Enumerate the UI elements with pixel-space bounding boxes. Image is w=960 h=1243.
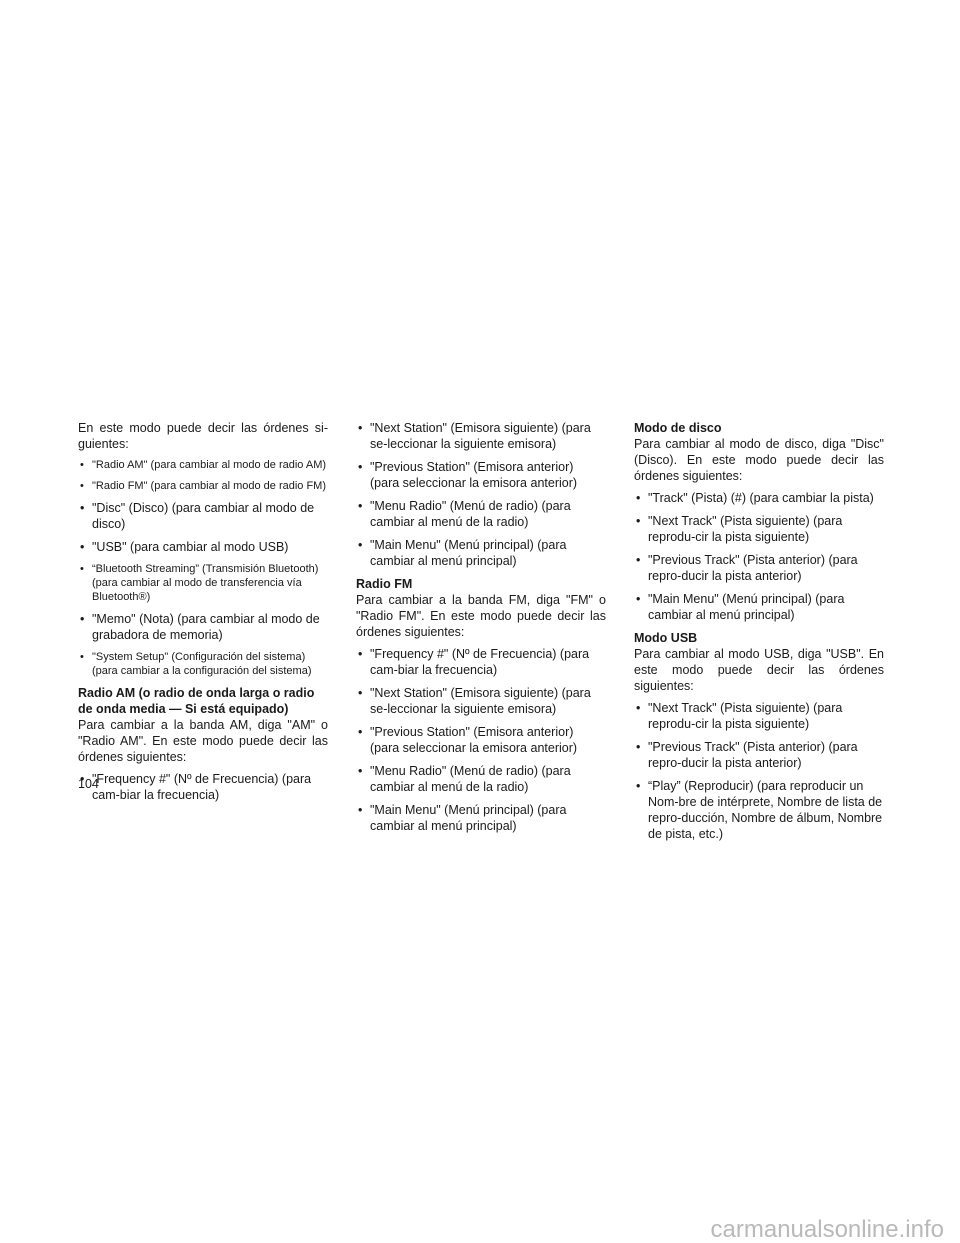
list-item: • "USB" (para cambiar al modo USB) [78,539,328,555]
list-item: • "Previous Station" (Emisora anterior) (para seleccionar la emisora anterior) [356,724,606,756]
list-item: • "Frequency #" (Nº de Frecuencia) (para cam-biar la frecuencia) [78,771,328,803]
list-item: • "Disc" (Disco) (para cambiar al modo de disco) [78,500,328,532]
am-paragraph: Para cambiar a la banda AM, diga "AM" o "Radio AM". En este modo puede decir las órdenes siguientes: [78,718,328,764]
mode-command-list [78,458,328,678]
list-item: • "Next Station" (Emisora siguiente) (para se-leccionar la siguiente emisora) [356,420,606,452]
list-item: • “Bluetooth Streaming” (Transmisión Bluetooth) (para cambiar al modo de transferencia vía Bluetooth®) [78,562,328,604]
list-item: • “Play” (Reproducir) (para reproducir un Nom-bre de intérprete, Nombre de lista de repro-ducción, Nombre de álbum, Nombre de pista, etc.) [634,778,884,842]
list-item: • "Frequency #" (Nº de Frecuencia) (para cam-biar la frecuencia) [356,646,606,678]
list-item: • "Previous Track" (Pista anterior) (para repro-ducir la pista anterior) [634,739,884,771]
list-item: • "Radio AM" (para cambiar al modo de radio AM) [78,458,328,472]
intro-paragraph: En este modo puede decir las órdenes si-guientes: [78,421,328,451]
column-right [634,420,884,849]
list-item: • "Next Station" (Emisora siguiente) (para se-leccionar la siguiente emisora) [356,685,606,717]
list-item: • "Track" (Pista) (#) (para cambiar la pista) [634,490,884,506]
usb-command-list [634,700,884,842]
am-command-list-continued [356,420,606,569]
fm-heading: Radio FM [356,577,413,591]
list-item: • "Main Menu" (Menú principal) (para cambiar al menú principal) [356,802,606,834]
list-item: • "Main Menu" (Menú principal) (para cambiar al menú principal) [356,537,606,569]
usb-paragraph: Para cambiar al modo USB, diga "USB". En este modo puede decir las órdenes siguientes: [634,647,884,693]
column-left [78,420,328,810]
list-item: • "Previous Track" (Pista anterior) (para repro-ducir la pista anterior) [634,552,884,584]
watermark: carmanualsonline.info [710,1216,944,1243]
fm-command-list [356,646,606,834]
column-middle [356,420,606,841]
usb-heading: Modo USB [634,631,698,645]
am-command-list [78,771,328,803]
list-item: • "Previous Station" (Emisora anterior) (para seleccionar la emisora anterior) [356,459,606,491]
page-number: 104 [78,777,99,791]
list-item: • "Next Track" (Pista siguiente) (para reprodu-cir la pista siguiente) [634,700,884,732]
list-item: • "Main Menu" (Menú principal) (para cambiar al menú principal) [634,591,884,623]
disc-heading: Modo de disco [634,421,722,435]
list-item: • "Memo" (Nota) (para cambiar al modo de grabadora de memoria) [78,611,328,643]
disc-paragraph: Para cambiar al modo de disco, diga "Disc" (Disco). En este modo puede decir las órdenes siguientes: [634,437,884,483]
list-item: • "Menu Radio" (Menú de radio) (para cambiar al menú de la radio) [356,763,606,795]
disc-command-list [634,490,884,623]
am-heading: Radio AM (o radio de onda larga o radio de onda media — Si está equipado) [78,686,315,716]
list-item: • "Menu Radio" (Menú de radio) (para cambiar al menú de la radio) [356,498,606,530]
list-item: • "Radio FM" (para cambiar al modo de radio FM) [78,479,328,493]
fm-paragraph: Para cambiar a la banda FM, diga "FM" o "Radio FM". En este modo puede decir las órdenes siguientes: [356,593,606,639]
list-item: • "Next Track" (Pista siguiente) (para reprodu-cir la pista siguiente) [634,513,884,545]
list-item: • "System Setup" (Configuración del sistema) (para cambiar a la configuración del sistema) [78,650,328,678]
